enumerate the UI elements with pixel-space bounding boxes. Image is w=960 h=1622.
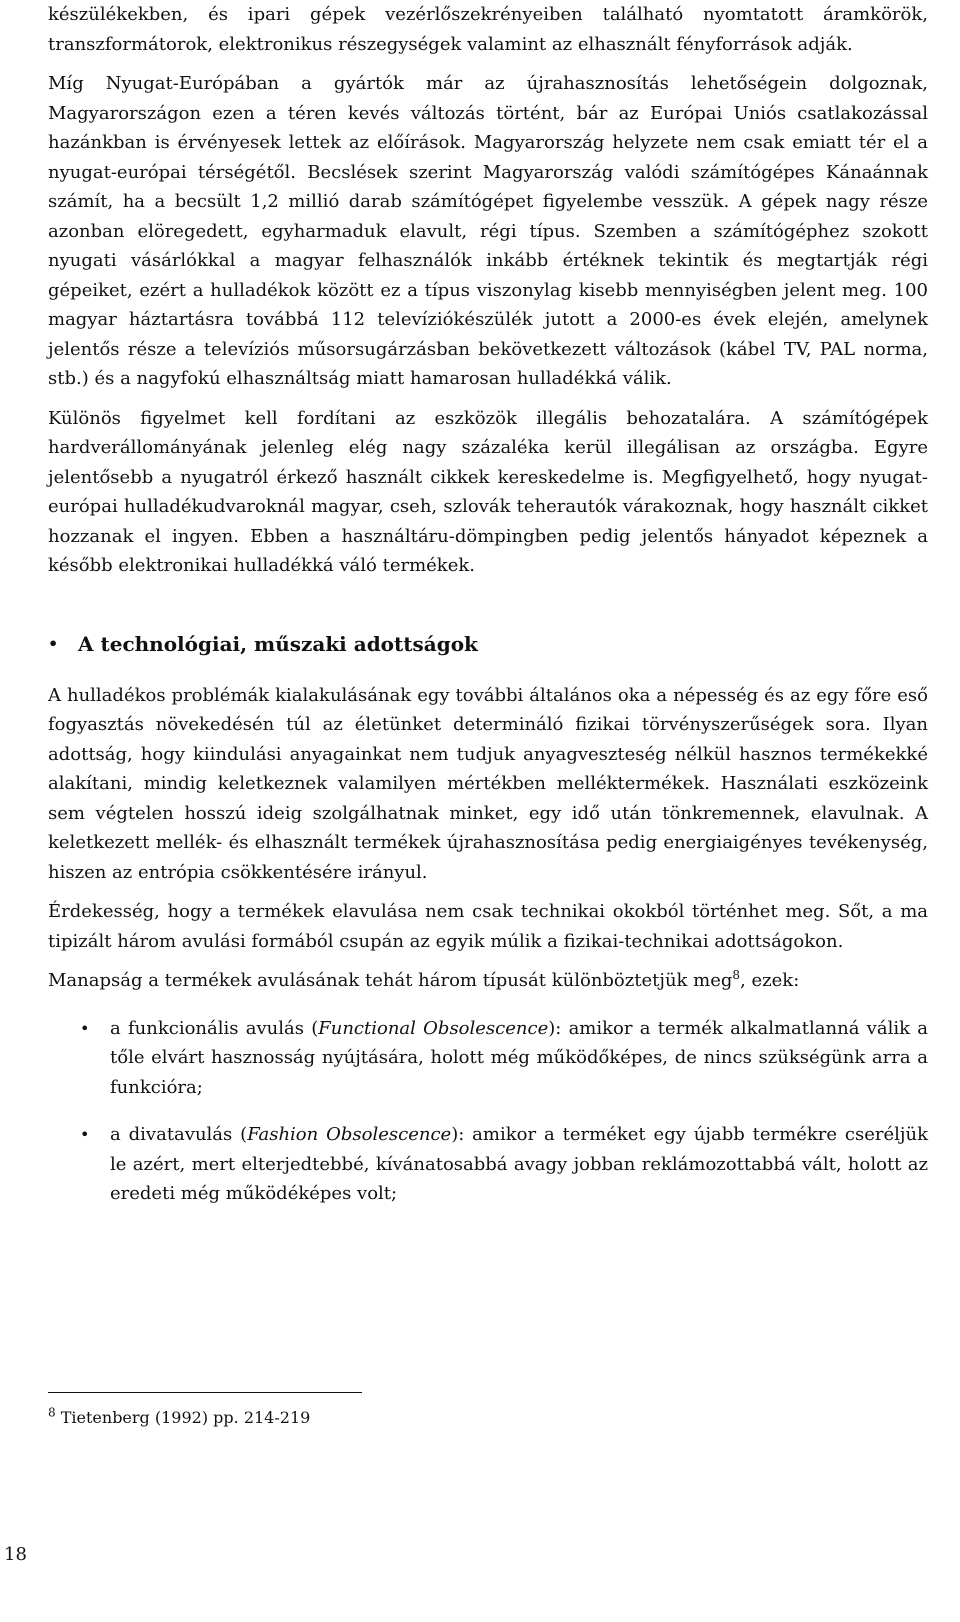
list-item	[48, 1120, 928, 1209]
bullet-icon: •	[80, 1125, 90, 1144]
list-intro-suffix: , ezek:	[740, 970, 800, 991]
paragraph-obsolescence: Érdekesség, hogy a termékek elavulása nem csak technikai okokból történhet meg. Sőt, a ma tipizált három avulási formából csupán az egyik múlik a fizikai-technikai adottságokon.	[48, 901, 928, 952]
list-item-prefix: a funkcionális avulás (	[110, 1017, 319, 1039]
obsolescence-list	[48, 1014, 928, 1209]
paragraph-western-europe: Míg Nyugat-Európában a gyártók már az újrahasznosítás lehetőségein dolgoznak, Magyarországon ezen a téren kevés változás történt, bár az Európai Uniós csatlakozással hazánkban is érvényesek lettek az előírások. Magyarország helyzete nem csak emiatt tér el a nyugat-európai térségétől. Becslések szerint Magyarország valódi számítógépes Kánaánnak számít, ha a becsült 1,2 millió darab számítógépet figyelembe vesszük. A gépek nagy része azonban elöregedett, egyharmaduk elavult, régi típus. Szemben a számítógéphez szokott nyugati vásárlókkal a magyar felhasználók inkább értéknek tekintik és megtartják régi gépeiket, ezért a hulladékok között ez a típus viszonylag kisebb mennyiségben jelent meg. 100 magyar háztartásra továbbá 112 televíziókészülék jutott a 2000-es évek elején, amelynek jelentős része a televíziós műsorsugárzásban bekövetkezett változások (kábel TV, PAL norma, stb.) és a nagyfokú elhasználtság miatt hamarosan hulladékká válik.	[48, 73, 928, 389]
paragraph-continuation: készülékekben, és ipari gépek vezérlőszekrényeiben található nyomtatott áramkörök, transzformátorok, elektronikus részegységek valamint az elhasznált fényforrások adják.	[48, 4, 928, 55]
paragraph-list-intro	[48, 966, 928, 996]
list-item-term: Fashion Obsolescence	[247, 1124, 452, 1145]
page-number: 18	[4, 1544, 27, 1565]
paragraph-illegal-import: Különös figyelmet kell fordítani az eszközök illegális behozatalára. A számítógépek hardverállományának jelenleg elég nagy százaléka kerül illegálisan az országba. Egyre jelentősebb a nyugatról érkező használt cikkek kereskedelme is. Megfigyelhető, hogy nyugat-európai hulladékudvaroknál magyar, cseh, szlovák teherautók várakoznak, hogy használt cikket hozzanak el ingyen. Ebben a használtáru-dömpingben pedig jelentős hányadot képeznek a később elektronikai hulladékká váló termékek.	[48, 407, 928, 576]
footnote-divider	[48, 1392, 362, 1393]
section-heading	[48, 629, 928, 659]
bullet-icon: •	[48, 633, 59, 653]
footnote-reference: 8	[732, 968, 741, 982]
footnote-text: Tietenberg (1992) pp. 214-219	[55, 1408, 311, 1427]
list-item-suffix: ): amikor a termék alkalmatlanná válik a tőle elvárt hasznosság nyújtására, holott még működőképes, de nincs szükségünk arra a funkcióra;	[110, 1017, 928, 1098]
list-item	[48, 1014, 928, 1103]
section-title: A technológiai, műszaki adottságok	[78, 631, 478, 656]
document-page	[48, 0, 928, 1427]
list-item-suffix: ): amikor a terméket egy újabb termékre cseréljük le azért, mert elterjedtebbé, kívánatosabbá avagy jobban reklámozottabbá vált, holott az eredeti még működéképes volt;	[110, 1124, 928, 1204]
list-intro-text: Manapság a termékek avulásának tehát három típusát különböztetjük meg	[48, 970, 733, 991]
footnote	[48, 1406, 310, 1430]
list-item-term: Functional Obsolescence	[318, 1017, 549, 1039]
footnote-number: 8	[48, 1405, 56, 1420]
paragraph-technology: A hulladékos problémák kialakulásának egy további általános oka a népesség és az egy főre eső fogyasztás növekedésén túl az életünket determináló fizikai törvényszerűségek sora. Ilyan adottság, hogy kiindulási anyagainkat nem tudjuk anyagveszteség nélkül hasznos termékekké alakítani, mindig keletkeznek valamilyen mértékben melléktermékek. Használati eszközeink sem végtelen hosszú ideig szolgálhatnak minket, egy idő után tönkremennek, elavulnak. A keletkezett mellék- és elhasznált termékek újrahasznosítása pedig energiaigényes tevékenység, hiszen az entrópia csökkentésére irányul.	[48, 684, 928, 883]
list-item-prefix: a divatavulás (	[110, 1124, 248, 1145]
bullet-icon: •	[80, 1018, 90, 1038]
